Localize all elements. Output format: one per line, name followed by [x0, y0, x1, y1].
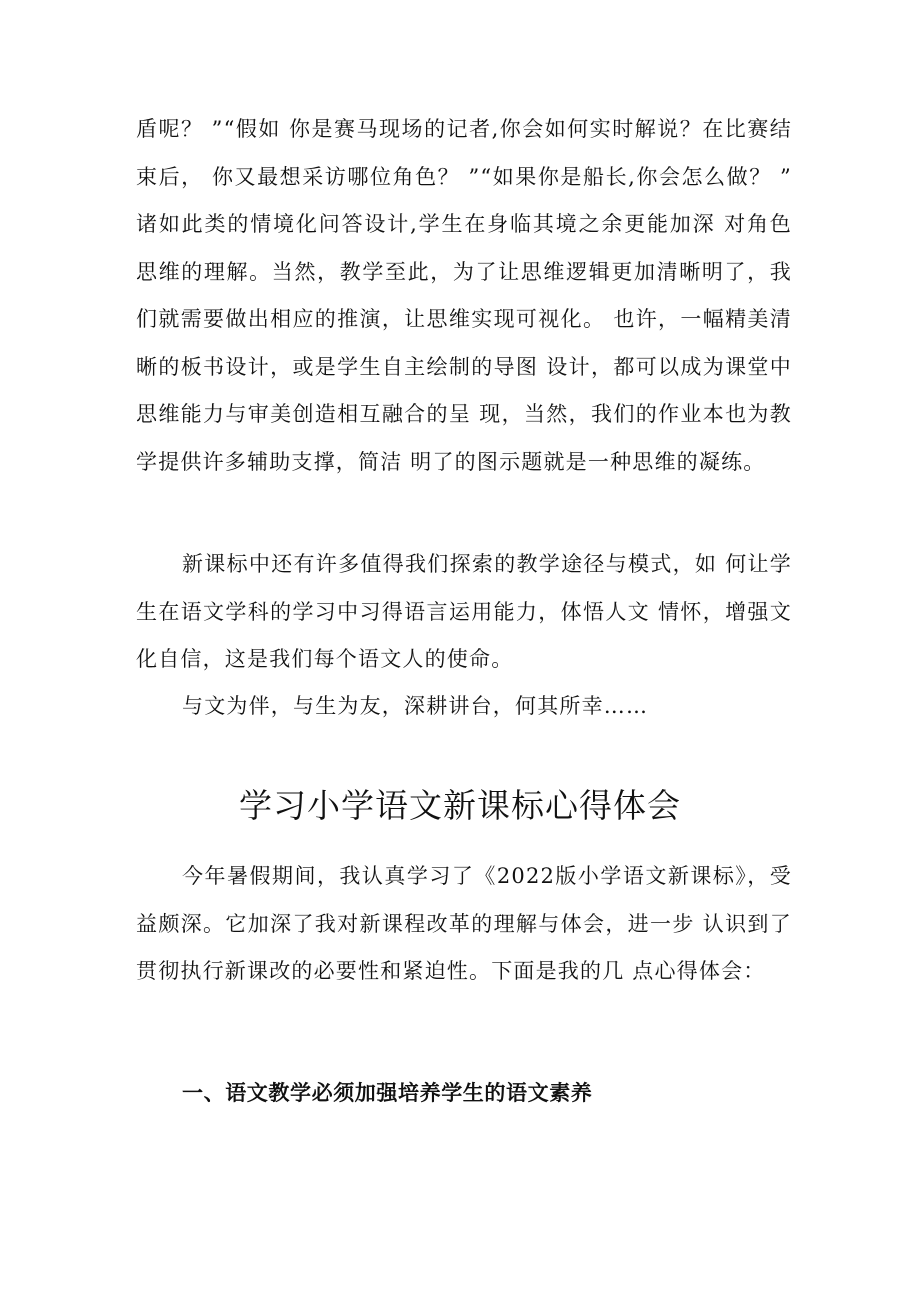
section-heading: 一、语文教学必须加强培养学生的语文素养 — [182, 1081, 593, 1105]
intro-paragraph: 今年暑假期间，我认真学习了《2022版小学语文新课标》，受益颇深。它加深了我对新课程改革的理解与体会，进一步 认识到了贯彻执行新课改的必要性和紧迫性。下面是我的几 点心得体会： — [136, 864, 792, 983]
document-title: 学习小学语文新课标心得体会 — [239, 786, 681, 825]
body-paragraph-curriculum-mission: 新课标中还有许多值得我们探索的教学途径与模式，如 何让学生在语文学科的学习中习得语言运用能力，体悟人文 情怀，增强文化自信，这是我们每个语文人的使命。 — [136, 552, 792, 671]
body-paragraph-continued: 盾呢？ ”“假如 你是赛马现场的记者,你会如何实时解说？在比赛结束后， 你又最想采访哪位角色？ ”“如果你是船长,你会怎么做？ ” 诸如此类的情境化问答设计,学生在身临其境之余更能加深 对角色思维的理解。当然，教学至此，为了让思维逻辑更加清晰明了，我们就需要做出相应的推演，让思维实现可视化。 也许，一幅精美清晰的板书设计，或是学生自主绘制的导图 设计，都可以成为课堂中思维能力与审美创造相互融合的呈 现，当然，我们的作业本也为教学提供许多辅助支撑，简洁 明了的图示题就是一种思维的凝练。 — [136, 117, 792, 474]
body-paragraph-closing: 与文为伴，与生为友，深耕讲台，何其所幸…… — [182, 694, 649, 718]
